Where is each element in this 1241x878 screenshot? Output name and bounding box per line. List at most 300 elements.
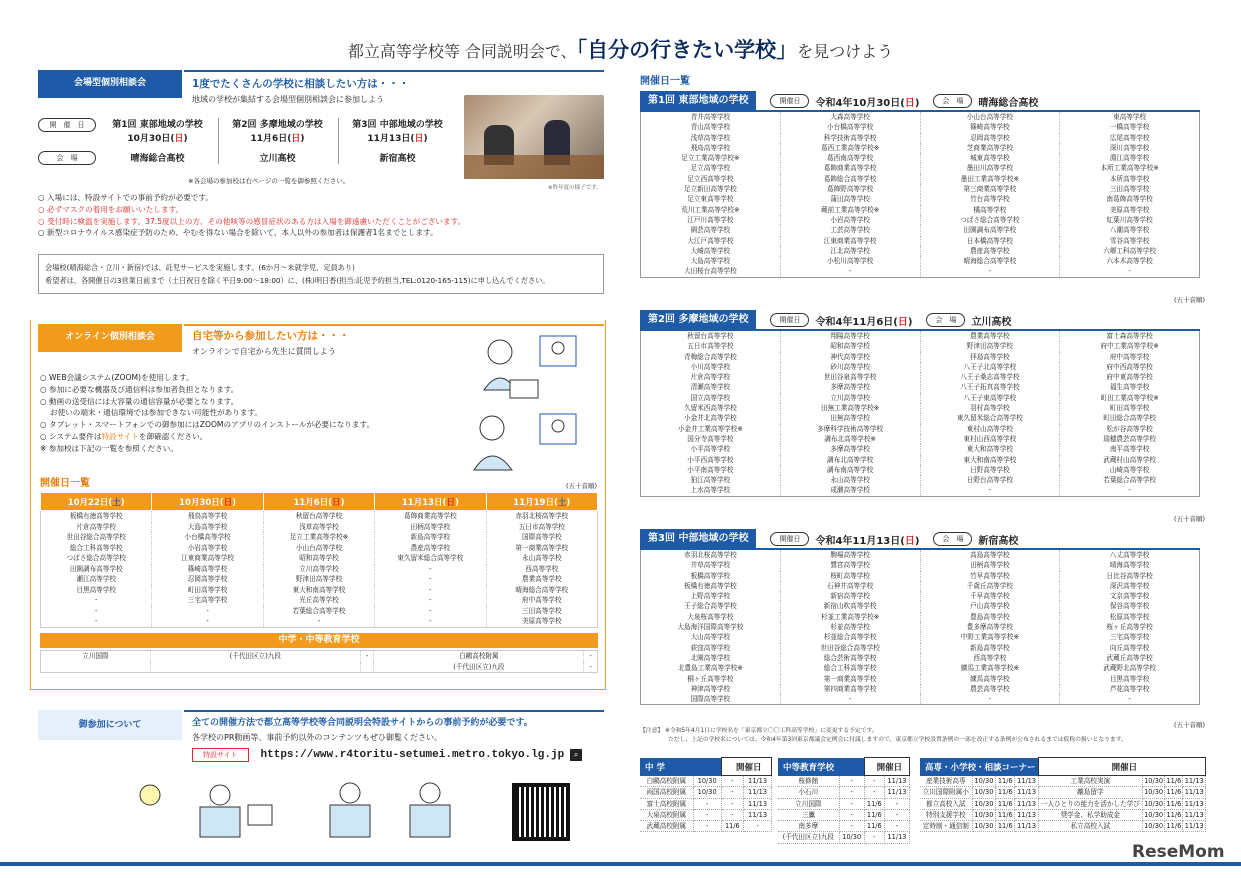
table-row (641, 694, 1200, 705)
table-cell: 若葉総合高等学校 (1103, 476, 1156, 485)
table-cell: 荒川工業高等学校※ (641, 205, 781, 215)
table-cell: 飛鳥高等学校 (152, 511, 263, 522)
table-row (641, 571, 1200, 581)
special-site-link[interactable]: 特設サイト (101, 431, 139, 441)
table-cell: 大江戸高等学校 (641, 236, 781, 246)
table-cell: 11/6 (1166, 810, 1182, 819)
table-cell: - (839, 776, 864, 787)
table-cell: 大山高等学校 (641, 632, 781, 642)
table-cell: 世田谷総合高等学校 (41, 532, 152, 543)
table-cell: 白鷗高校附属 (640, 776, 693, 787)
venue-sub: 地域の学校が集結する会場型個別相談会に参加しよう (192, 95, 384, 104)
table-cell: 立川国際附属小 (920, 787, 972, 798)
table-cell: - (693, 798, 721, 809)
table-cell: - (920, 485, 1060, 496)
table-cell: 総合芸術高等学校 (780, 653, 920, 663)
table-cell: 小金井北高等学校 (641, 413, 781, 423)
table-cell: 両国高校附属 (640, 787, 693, 798)
table-cell: - (1128, 267, 1131, 276)
table-row (41, 532, 598, 543)
table-cell: 小平西高等学校 (641, 455, 781, 465)
table-cell: 足立東高等学校 (641, 194, 781, 204)
event-3: 第3回 中部地域の学校 11月13日(日) 新宿高校 (352, 120, 443, 164)
table-cell: 10/30 (1144, 788, 1164, 797)
site-label: 特設サイト (192, 748, 249, 762)
block-3-table (640, 550, 1200, 705)
table-cell: 篠崎高等学校 (920, 122, 1060, 132)
table-cell: 八潮高等学校 (1109, 226, 1150, 235)
table-cell: 豊島高等学校 (920, 612, 1060, 622)
table-row (641, 632, 1200, 642)
table-cell: 東大和高等学校 (920, 444, 1060, 454)
table-row (641, 372, 1200, 382)
table-cell: 蔵前工業高等学校※ (780, 205, 920, 215)
online-illustration (470, 330, 596, 480)
table-cell: 雪谷高等学校 (1109, 236, 1150, 245)
table-cell: - (375, 595, 486, 606)
table-cell: 農産高等学校 (375, 543, 486, 554)
table-cell: 離島留学 (1038, 787, 1142, 798)
table-cell: 山崎高等学校 (1109, 465, 1150, 474)
table-cell: 板橋高等学校 (641, 571, 781, 581)
table-cell: 11/13 (744, 798, 772, 809)
table-cell: 日野台高等学校 (920, 475, 1060, 485)
table-cell: - (920, 266, 1060, 277)
table-cell: 青梅総合高等学校 (641, 352, 781, 362)
table-cell: - (375, 606, 486, 617)
table-cell: 11/13 (1184, 810, 1204, 819)
table-row (641, 455, 1200, 465)
table-cell: - (864, 787, 884, 798)
table-cell: 大泉桜高等学校 (641, 612, 781, 622)
table-cell: 武蔵野北高等学校 (1103, 664, 1156, 673)
table-cell: 11/13 (884, 787, 909, 798)
childcare-box: 会場校(晴海総合・立川・新宿)では、託児サービスを実施します。(6か月～未就学児、定員あり) 希望者は、各開催日の3営業日前まで（土日祝日を除く平日9:00～18:00）に、(株)明日香(担当:託児予約担当,TEL:0120-165-115)に申し込んでください。 (38, 254, 604, 294)
table-cell: 墨田川高等学校 (920, 163, 1060, 173)
table-row (920, 776, 1206, 787)
table-row (641, 133, 1200, 143)
table-cell: 豊多摩高等学校 (920, 622, 1060, 632)
jh-schedule (40, 650, 598, 673)
table-row (641, 163, 1200, 173)
table-cell: 片倉高等学校 (41, 522, 152, 533)
table-cell: 11/6 (996, 787, 1015, 798)
table-row (41, 585, 598, 596)
table-cell: 11/6 (864, 809, 884, 820)
table-cell: 目黒高等学校 (1109, 674, 1150, 683)
table-cell: 荻窪高等学校 (641, 643, 781, 653)
table-cell: 10/30 (972, 798, 996, 809)
table-row (641, 581, 1200, 591)
table-row (920, 821, 1206, 832)
block-3-tag: 第3回 中部地域の学校 (640, 529, 756, 549)
photo-note: ※昨年度の様子です。 (548, 185, 602, 191)
table-cell: 私立高校入試 (1038, 821, 1142, 832)
table-cell: 小平高等学校 (641, 444, 781, 454)
table-cell: 町田総合高等学校 (1103, 414, 1156, 423)
venue-heading: 1度でたくさんの学校に相談したい方は・・・ (192, 78, 410, 90)
table-cell: 清瀬高等学校 (641, 382, 781, 392)
table-cell: 農業高等学校 (920, 331, 1060, 341)
table-cell: 11/6 (996, 821, 1015, 832)
online-heading: 自宅等から参加したい方は・・・ (192, 330, 350, 342)
table-row (640, 821, 772, 832)
sched-date-3: 11月6日(日) (263, 493, 374, 511)
table-cell: 片倉高等学校 (641, 372, 781, 382)
table-cell: 神代高等学校 (780, 352, 920, 362)
table-cell: 昭和高等学校 (263, 553, 374, 564)
table-cell: - (721, 798, 744, 809)
table-cell: 杉並総合高等学校 (780, 632, 920, 642)
table-cell: 福生高等学校 (1109, 383, 1150, 392)
join-illustration (130, 775, 500, 845)
table-cell: 青井高等学校 (641, 112, 781, 122)
table-cell: 農芸高等学校 (920, 684, 1060, 694)
table-cell: - (884, 821, 909, 832)
table-row (920, 787, 1206, 798)
table-cell: 11/6 (996, 798, 1015, 809)
table-cell: 竹台高等学校 (920, 194, 1060, 204)
table-cell (41, 662, 151, 673)
table-cell: 永山高等学校 (780, 475, 920, 485)
table-cell: 小山台高等学校 (920, 112, 1060, 122)
table-row (778, 787, 910, 798)
online-bullets: ○ WEB会議システム(ZOOM)を使用します。 ○ 参加に必要な機器及び通信料は参加者負担となります。 ○ 動画の送受信には大容量の通信容量が必要となります。 お使いの端末・通信環境では参加できない可能性があります。 ○ タブレット・スマートフォンでの御参加にはZOOMのアプリのインストールが必要になります。 ○ システム要件は特設サイトを御確認ください。 ※ 参加校は下記の一覧を参照ください。 (40, 373, 375, 453)
table-cell: 八王子北高等学校 (920, 362, 1060, 372)
table-cell: 深沢高等学校 (1109, 581, 1150, 590)
table-cell: - (721, 809, 744, 820)
table-row (778, 776, 910, 787)
block-3: 第3回 中部地域の学校 開催日 令和4年11月13日(日) 会 場 新宿高校 赤羽北桜高等学校 駒場高等学校 高島高等学校 八丈高等学校 井草高等学校 鷺宮高等学校 田柄高等学校 晴海高等学校 板橋高等学校 桜町高等学校 竹早高等学校 日比谷高等学校 板橋有徳高等学校 石神井高等学校 千歳丘高等学校 深沢高等学校 上野高等学校 新宿高等学校 千早高等学校 文京高等学校 王子総合高等学校 新宿山吹高等学校 戸山高等学校 保谷高等学校 大泉桜高等学校 杉並工業高等学校※ 豊島高等学校 松原高等学校 大島海洋国際高等学校 杉並高等学校 豊多摩高等学校 桜ヶ丘高等学校 大山高等学校 杉並総合高等学校 中野工業高等学校※ 三宅高等学校 荻窪高等学校 世田谷総合高等学校 新島高等学校 向丘高等学校 北園高等学校 総合芸術高等学校 西高等学校 武蔵丘高等学校 北豊島工業高等学校※ 総合工科高等学校 練馬工業高等学校※ 武蔵野北高等学校 桐ヶ丘高等学校 第一商業高等学校 練馬高等学校 目黒高等学校 神津高等学校 第四商業高等学校 農芸高等学校 芦花高等学校 国際高等学校 - - - (640, 530, 1200, 705)
table-row (641, 465, 1200, 475)
table-cell: 第三商業高等学校 (920, 184, 1060, 194)
table-cell: 篠崎高等学校 (152, 564, 263, 575)
table-cell: 秋留台高等学校 (641, 331, 781, 341)
table-cell: 立川高等学校 (780, 393, 920, 403)
table-cell: 11/6 (1166, 822, 1182, 831)
table-cell: 第一商業高等学校 (780, 674, 920, 684)
table-cell: - (1128, 486, 1131, 495)
place-label: 会 場 (38, 151, 96, 165)
table-cell: 本所高等学校 (1109, 174, 1150, 183)
table-cell: - (1128, 695, 1131, 704)
table-cell: 芦花高等学校 (1109, 684, 1150, 693)
table-cell: 町田工業高等学校※ (1100, 393, 1159, 402)
table-cell: 八王子拓真高等学校 (920, 382, 1060, 392)
online-badge: オンライン個別相談会 (38, 324, 182, 352)
table-cell: 10/30 (693, 776, 721, 787)
table-cell: 石神井高等学校 (780, 581, 920, 591)
search-icon[interactable]: ⌕ (570, 749, 582, 761)
site-url[interactable]: https://www.r4toritu-setumei.metro.tokyo.lg.jp (260, 749, 565, 761)
table-cell: 赤羽北桜高等学校 (641, 550, 781, 560)
block-1-table (640, 112, 1200, 278)
table-cell: 11/6 (1166, 777, 1182, 785)
sched-date-4: 11月13日(日) (375, 493, 486, 511)
table-cell: 西高等学校 (920, 653, 1060, 663)
table-cell: 武蔵村山高等学校 (1103, 455, 1156, 464)
table-cell: 府中高等学校 (486, 595, 597, 606)
table-cell: 新島高等学校 (920, 643, 1060, 653)
table-cell: 北園高等学校 (641, 653, 781, 663)
table-cell: 田無工業高等学校※ (780, 403, 920, 413)
table-cell: 11/13 (744, 787, 772, 798)
table-cell: 桐ヶ丘高等学校 (641, 674, 781, 684)
table-cell: 美原高等学校 (486, 616, 597, 627)
table-cell: 秋留台高等学校 (263, 511, 374, 522)
date-label: 開 催 日 (38, 118, 96, 132)
table-cell: 上水高等学校 (641, 485, 781, 496)
table-cell: 日本橋高等学校 (920, 236, 1060, 246)
table-row (641, 444, 1200, 454)
table-row (640, 787, 772, 798)
table-row (641, 475, 1200, 485)
table-cell: (千代田区立)九段 (374, 662, 584, 673)
table-cell: 11/13 (744, 776, 772, 787)
table-cell: 国際高等学校 (641, 694, 781, 705)
table-cell: 練馬工業高等学校※ (920, 663, 1060, 673)
table-cell: - (780, 266, 920, 277)
table-cell: 世田谷総合高等学校 (780, 643, 920, 653)
table-cell: 大崎高等学校 (641, 246, 781, 256)
table-cell: 六郷工科高等学校 (1103, 246, 1156, 255)
table-cell: 竹早高等学校 (920, 571, 1060, 581)
table-cell: 10/30 (1144, 777, 1164, 785)
table-cell: 多摩科学技術高等学校 (780, 424, 920, 434)
table-cell: 大島高等学校 (152, 522, 263, 533)
table-row (41, 662, 598, 673)
table-row (641, 266, 1200, 277)
table-cell: 八王子東高等学校 (920, 393, 1060, 403)
table-cell: 東村山西高等学校 (920, 434, 1060, 444)
table-cell: - (375, 564, 486, 575)
table-cell: つばさ総合高等学校 (41, 553, 152, 564)
table-cell: 晴海総合高等学校 (486, 585, 597, 596)
table-row (640, 798, 772, 809)
table-cell: 小松川高等学校 (780, 256, 920, 266)
table-cell: 白鷗高校附属 (374, 651, 584, 662)
table-cell: 瑞穂農芸高等学校 (1103, 434, 1156, 443)
table-cell: 11/13 (1184, 822, 1204, 831)
table-row (641, 393, 1200, 403)
table-cell: - (375, 585, 486, 596)
table-cell: 南葛飾高等学校 (1106, 195, 1153, 204)
table-row (778, 809, 910, 820)
table-cell: 忍岡高等学校 (152, 574, 263, 585)
table-cell: 田園調布高等学校 (41, 564, 152, 575)
table-cell: - (839, 787, 864, 798)
block-2: 第2回 多摩地域の学校 開催日 令和4年11月6日(日) 会 場 立川高校 秋留台高等学校 翔陽高等学校 農業高等学校 富士森高等学校 五日市高等学校 昭和高等学校 野津田高等学校 府中工業高等学校※ 青梅総合高等学校 神代高等学校 拝島高等学校 府中高等学校 小川高等学校 砂川高等学校 八王子北高等学校 府中西高等学校 片倉高等学校 世田谷泉高等学校 八王子桑志高等学校 府中東高等学校 清瀬高等学校 多摩高等学校 八王子拓真高等学校 福生高等学校 国立高等学校 立川高等学校 八王子東高等学校 町田工業高等学校※ 久留米西高等学校 田無工業高等学校※ 羽村高等学校 町田高等学校 小金井北高等学校 田無高等学校 東久留米総合高等学校 町田総合高等学校 小金井工業高等学校※ 多摩科学技術高等学校 東村山高等学校 松が谷高等学校 国分寺高等学校 調布北高等学校※ 東村山西高等学校 瑞穂農芸高等学校 小平高等学校 多摩高等学校 東大和高等学校 南平高等学校 小平西高等学校 調布北高等学校 東大和南高等学校 武蔵村山高等学校 小平南高等学校 調布南高等学校 日野高等学校 山崎高等学校 狛江高等学校 永山高等学校 日野台高等学校 若葉総合高等学校 上水高等学校 成瀬高等学校 - - (640, 311, 1200, 497)
table-cell: 小川高等学校 (641, 362, 781, 372)
event-1: 第1回 東部地域の学校 10月30日(日) 晴海総合高校 (112, 120, 203, 164)
table-row (778, 798, 910, 809)
table-row (641, 413, 1200, 423)
table-cell: 11/6 (864, 821, 884, 832)
table-row (641, 246, 1200, 256)
sched-date-2: 10月30日(日) (152, 493, 263, 511)
table-cell: 羽村高等学校 (920, 403, 1060, 413)
table-cell: 桜修館 (778, 776, 839, 787)
table-cell: - (41, 595, 152, 606)
block-1-tag: 第1回 東部地域の学校 (640, 91, 756, 111)
table-cell: 富士森高等学校 (1106, 332, 1153, 340)
table-cell: - (41, 616, 152, 627)
table-cell: 農産高等学校 (920, 246, 1060, 256)
table-cell: 町田高等学校 (1109, 404, 1150, 413)
table-cell: 忍岡高等学校 (920, 133, 1060, 143)
table-cell: - (263, 616, 374, 627)
table-cell: 葛飾商業高等学校 (375, 511, 486, 522)
table-cell: - (693, 809, 721, 820)
table-cell: - (41, 606, 152, 617)
table-cell: 立川国際 (41, 651, 151, 662)
table-cell: 田柄高等学校 (920, 560, 1060, 570)
table-row (641, 622, 1200, 632)
table-cell: - (839, 798, 864, 809)
table-row (641, 403, 1200, 413)
online-schedule (40, 492, 598, 628)
table-cell: 南多摩 (778, 821, 839, 832)
table-cell: 工業高校実演 (1038, 776, 1142, 787)
table-row (641, 601, 1200, 611)
table-row (41, 606, 598, 617)
block-2-table (640, 331, 1200, 497)
table-cell: 東久留米総合高等学校 (920, 413, 1060, 423)
table-cell: 武蔵丘高等学校 (1106, 653, 1153, 662)
table-cell: 城東高等学校 (920, 153, 1060, 163)
table-row (641, 122, 1200, 132)
table-cell: 園芸高等学校 (641, 225, 781, 235)
table-cell: 葛飾野高等学校 (780, 184, 920, 194)
table-cell: 野津田高等学校 (263, 574, 374, 585)
table-cell: 青山高等学校 (641, 122, 781, 132)
table-cell: 11/13 (884, 832, 909, 843)
table-cell: 六本木高等学校 (1106, 257, 1153, 266)
mid-table: 中等教育学校 開催日 桜修館 - - 11/13 小石川 - - 11/13 立川国際 - 11/6 - 三鷹 - 11/6 - 南多摩 - 11/6 - (千代田区立)九段 10/30 - 11/13 (778, 757, 910, 844)
table-cell: 千歳丘高等学校 (920, 581, 1060, 591)
table-cell: 11/13 (1015, 809, 1039, 820)
table-cell: 11/13 (1015, 798, 1039, 809)
table-cell: 11/13 (744, 809, 772, 820)
table-cell: - (152, 606, 263, 617)
table-cell: 小岩高等学校 (780, 215, 920, 225)
right-notes: 【注意】 ※令和5年4月1日に学校名を「東京都立〇〇工科高等学校」に変更する予定です。 ただし、上記の学校名については、令和4年第3回東京都議会定例会に付議しますので、東京都立学校設置条例の一部を改正する条例が公布されるまでは仮称の扱いとなります。 (640, 728, 1127, 743)
table-cell: 国分寺高等学校 (641, 434, 781, 444)
table-cell: 府中東高等学校 (1106, 373, 1153, 382)
table-cell: 江北高等学校 (780, 246, 920, 256)
table-row (640, 776, 772, 787)
table-row (41, 651, 598, 662)
venue-photo (464, 95, 604, 179)
online-sub: オンラインで自宅から先生に質問しよう (192, 347, 336, 356)
table-cell: 蒲田高等学校 (780, 194, 920, 204)
table-cell: 三鷹 (778, 809, 839, 820)
table-cell: 芝商業高等学校 (920, 143, 1060, 153)
table-row (641, 591, 1200, 601)
table-cell: 江東商業高等学校 (152, 553, 263, 564)
table-cell: 淵江高等学校 (1109, 154, 1150, 163)
table-cell: 鷺宮高等学校 (780, 560, 920, 570)
qr-code[interactable] (512, 783, 570, 841)
table-cell: 久留米西高等学校 (641, 403, 781, 413)
table-cell: 松が谷高等学校 (1106, 424, 1153, 433)
table-cell: - (744, 821, 772, 832)
table-cell: 11/13 (1015, 776, 1039, 787)
table-cell: 小岩高等学校 (152, 543, 263, 554)
table-cell: 若葉総合高等学校 (263, 606, 374, 617)
table-cell: 三田高等学校 (486, 606, 597, 617)
table-cell: 富士高校附属 (640, 798, 693, 809)
table-row (41, 522, 598, 533)
table-cell (150, 662, 360, 673)
table-cell: - (693, 821, 721, 832)
table-cell: 11/6 (1166, 788, 1182, 797)
table-row (641, 174, 1200, 184)
table-cell: 砂川高等学校 (780, 362, 920, 372)
table-cell: 府中西高等学校 (1106, 362, 1153, 371)
table-cell: 浅草高等学校 (641, 133, 781, 143)
table-cell: 多摩高等学校 (780, 382, 920, 392)
table-row (641, 612, 1200, 622)
table-cell: 井草高等学校 (641, 560, 781, 570)
table-cell: 成瀬高等学校 (780, 485, 920, 496)
table-row (641, 352, 1200, 362)
table-cell: 第一商業高等学校 (486, 543, 597, 554)
table-cell: 田無高等学校 (780, 413, 920, 423)
table-cell: 特別支援学校 (920, 809, 972, 820)
table-cell: 練馬高等学校 (920, 674, 1060, 684)
table-cell: 小平南高等学校 (641, 465, 781, 475)
event-2: 第2回 多摩地域の学校 11月6日(日) 立川高校 (232, 120, 323, 164)
table-row (641, 560, 1200, 570)
table-row (641, 663, 1200, 673)
table-row (641, 256, 1200, 266)
table-cell: 小山台高等学校 (263, 543, 374, 554)
join-sub: 各学校のPR動画等、事前予約以外のコンテンツもぜひ御覧ください。 (192, 733, 442, 742)
table-cell: 都立高校入試 (920, 798, 972, 809)
table-row (41, 574, 598, 585)
table-cell: 三宅高等学校 (152, 595, 263, 606)
table-row (641, 485, 1200, 496)
table-cell: 大泉高校附属 (640, 809, 693, 820)
table-cell: 多摩高等学校 (780, 444, 920, 454)
table-row (778, 832, 910, 843)
table-cell: 小金井工業高等学校※ (641, 424, 781, 434)
table-cell: 赤羽北桜高等学校 (486, 511, 597, 522)
table-cell: - (584, 651, 598, 662)
table-cell: 11/13 (1184, 777, 1204, 785)
table-cell: 大森高等学校 (780, 112, 920, 122)
table-cell: 東大和南高等学校 (920, 455, 1060, 465)
table-cell: 立川国際 (778, 798, 839, 809)
table-cell: 10/30 (1144, 822, 1164, 831)
table-cell: - (884, 809, 909, 820)
table-cell: - (584, 662, 598, 673)
table-cell: 府中工業高等学校※ (1100, 342, 1159, 351)
table-cell: 11/6 (721, 821, 744, 832)
table-cell: 科学技術高等学校 (780, 133, 920, 143)
table-cell: - (152, 616, 263, 627)
table-cell: 浅草高等学校 (263, 522, 374, 533)
table-cell: - (721, 787, 744, 798)
table-row (641, 684, 1200, 694)
table-cell: 晴海高等学校 (1109, 561, 1150, 570)
table-cell: 保谷高等学校 (1109, 602, 1150, 611)
table-cell: 杉並工業高等学校※ (780, 612, 920, 622)
table-cell: 東大和南高等学校 (263, 585, 374, 596)
table-row (641, 382, 1200, 392)
table-cell: 足立工業高等学校※ (641, 153, 781, 163)
